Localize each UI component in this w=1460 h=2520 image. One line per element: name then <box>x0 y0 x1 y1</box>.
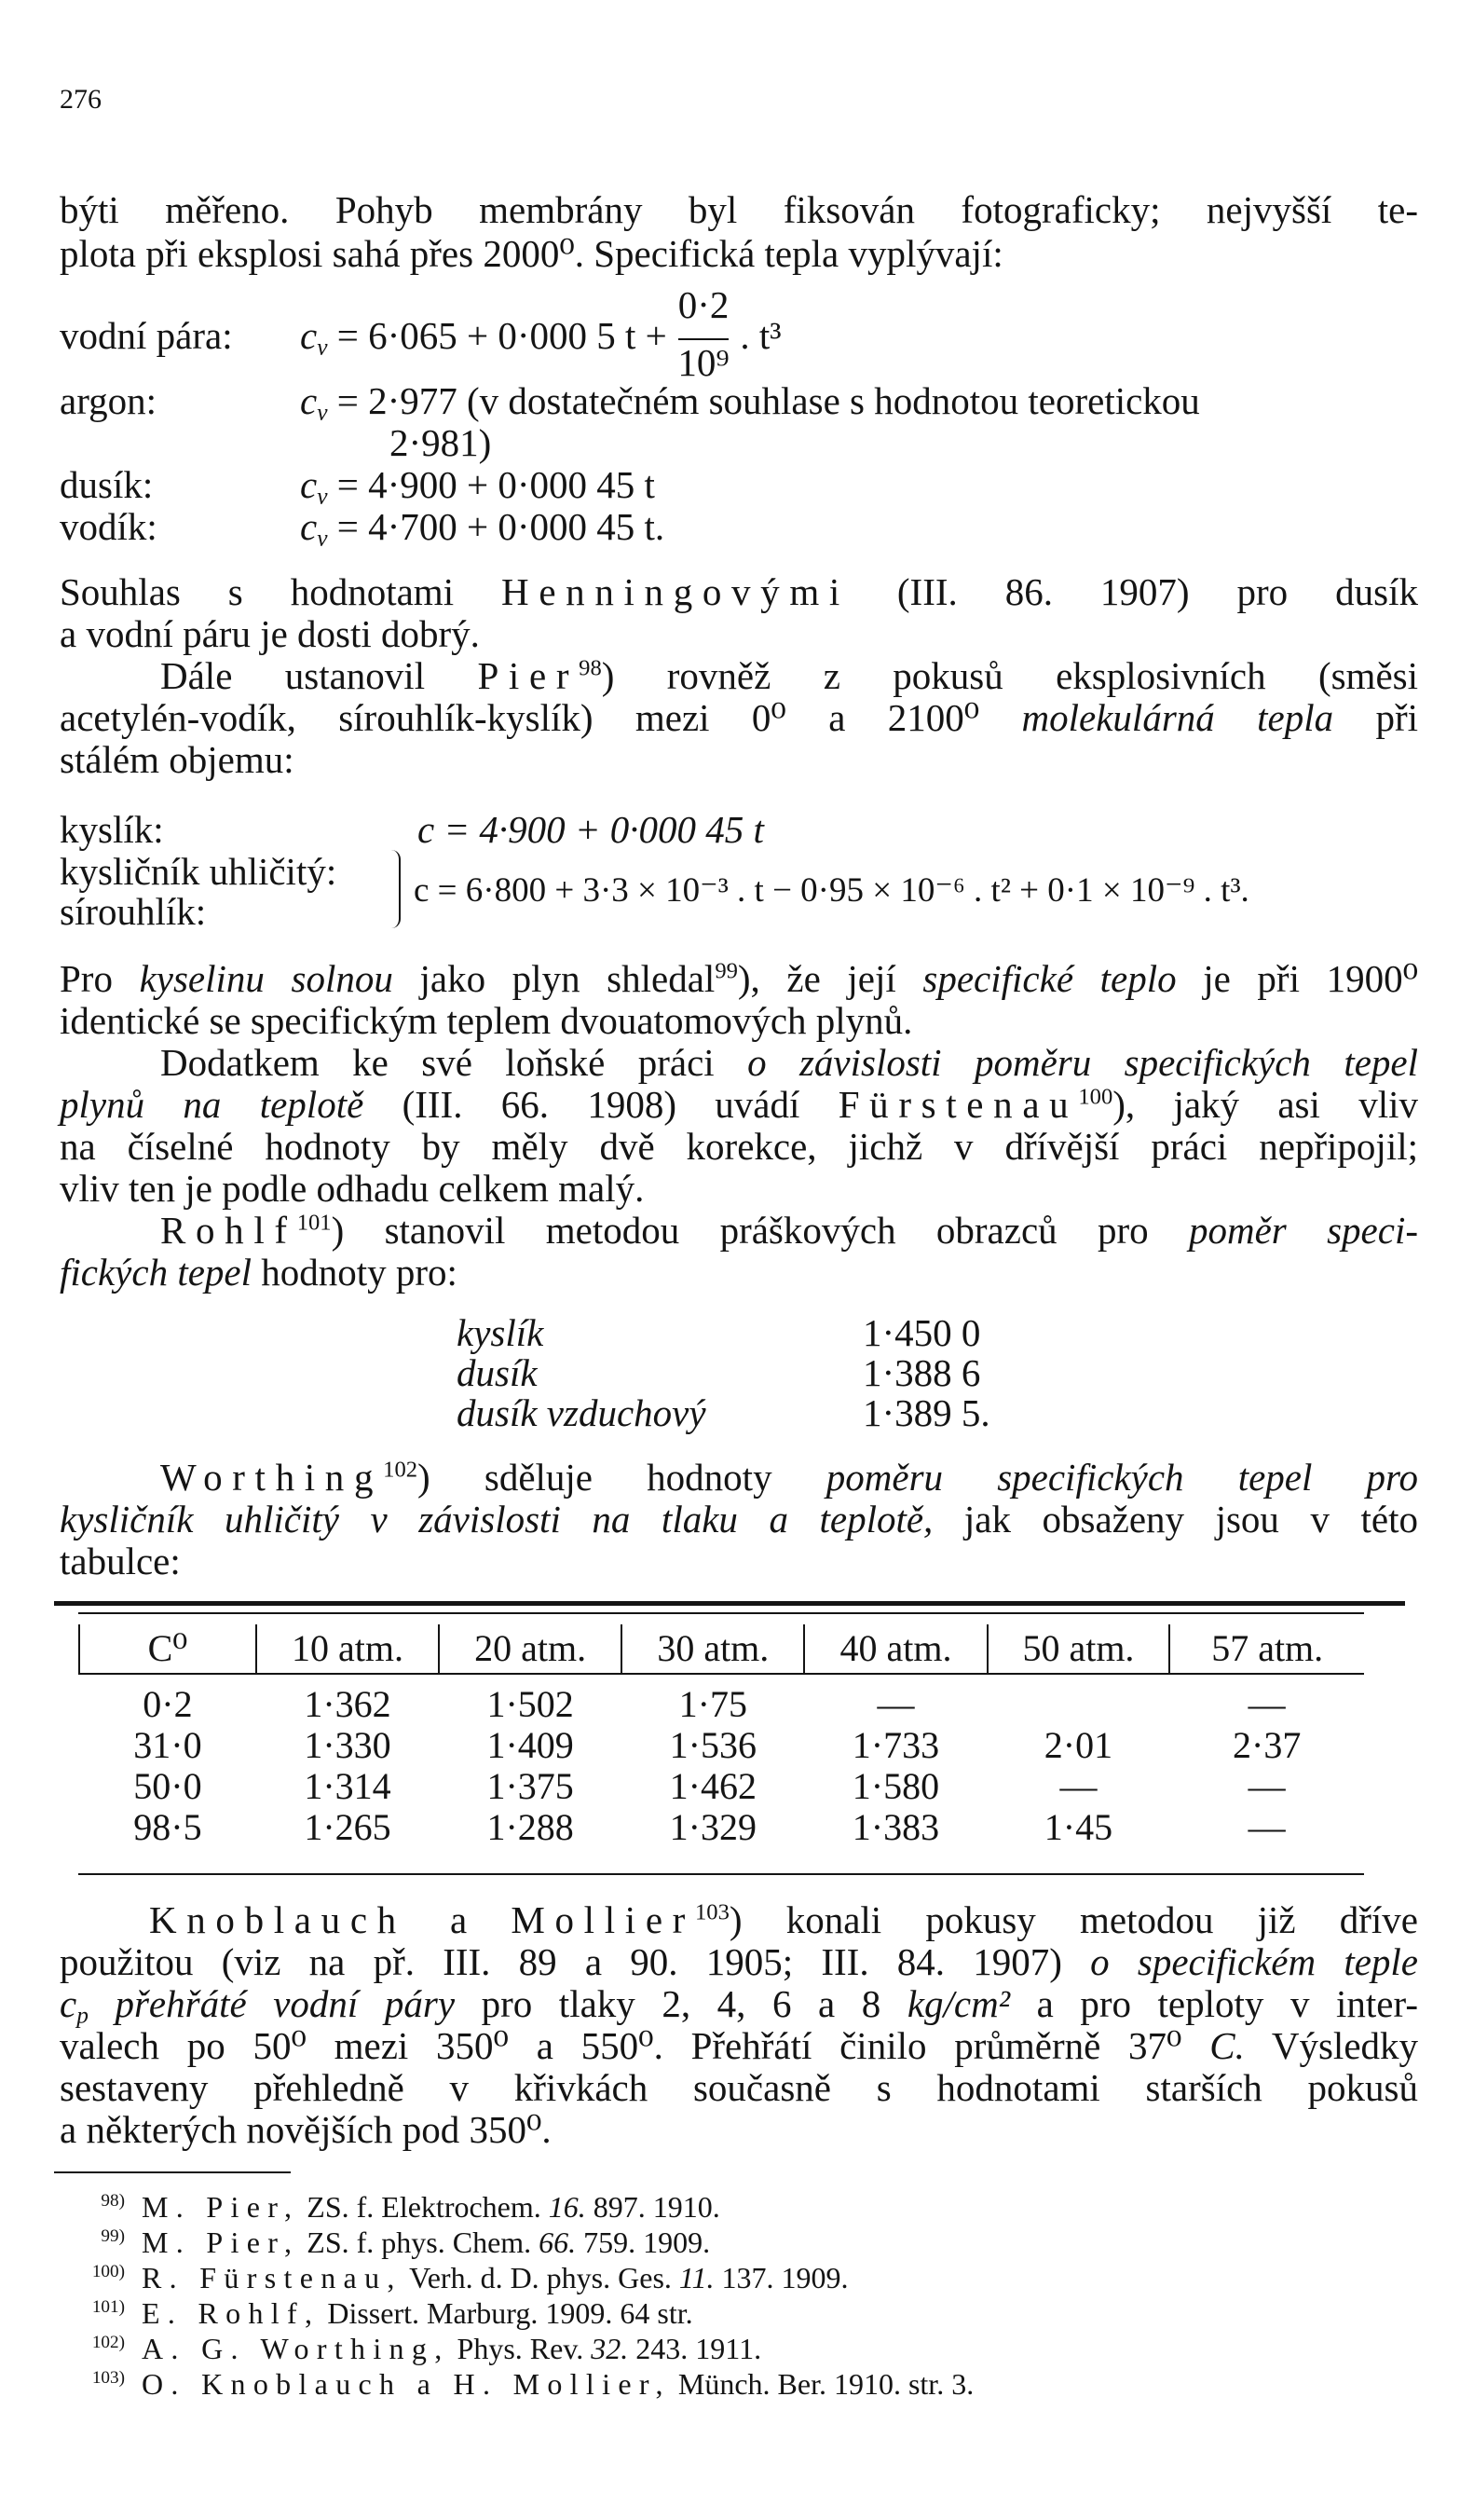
table-cell: 0·2 <box>143 1683 193 1725</box>
cv-symbol: c <box>300 314 318 357</box>
table-cell: 1·409 <box>486 1724 574 1766</box>
table-cell: 1·265 <box>304 1806 391 1848</box>
table-cell: 1·502 <box>486 1683 574 1725</box>
cv-symbol: c <box>300 463 318 506</box>
para4-line-2: identické se specifickým teplem dvouatomových plynů. <box>60 999 913 1042</box>
footnote-volume: 66. <box>539 2226 577 2259</box>
table-cell: — <box>1248 1683 1286 1725</box>
para3-line-3: stálém objemu: <box>60 738 294 781</box>
para6-text: hodnoty pro: <box>261 1251 457 1294</box>
para5-text: Dodatkem ke své loňské práci <box>160 1041 715 1084</box>
para5-line-2 <box>60 1083 1418 1126</box>
footnote-102: $^{102)}$ A. G. Worthing, Phys. Rev. 32. 243. 1911. <box>91 2332 762 2365</box>
fraction-denominator: 10⁹ <box>677 340 730 384</box>
table-cell: 1·536 <box>669 1724 757 1766</box>
para8-text: použitou (viz na př. III. 89 a 90. 1905; III. 84. 1907) <box>60 1940 1062 1983</box>
table-row <box>79 1766 1364 1807</box>
cv-subscript: v <box>317 525 328 552</box>
footnote-volume: 11. <box>678 2261 715 2294</box>
para5-line-4: vliv ten je podle odhadu celkem malý. <box>60 1167 645 1210</box>
cv-subscript: v <box>317 483 328 510</box>
footnote-text: Phys. Rev. <box>457 2332 584 2365</box>
footnote-101: $^{101)}$ E. Rohlf, Dissert. Marburg. 1909. 64 str. <box>91 2296 693 2330</box>
para7-line-1 <box>160 1456 1418 1499</box>
emphasis: poměru specifických tepel pro <box>826 1456 1418 1499</box>
water-vapour-label: vodní pára: <box>60 314 233 357</box>
intro-line-2: plota při eksplosi sahá přes 2000⁰. Specifická tepla vyplývají: <box>60 232 1003 275</box>
argon-rhs: = 2·977 (v dostatečném souhlase s hodnotou teoretickou <box>336 379 1200 422</box>
para3-text: Dále ustanovil <box>160 654 426 697</box>
para8-text: valech po 50⁰ mezi 350⁰ a 550⁰. Přehřátí činilo průměrně 37⁰ <box>60 2024 1182 2067</box>
co2-formula: c = 6·800 + 3·3 × 10⁻³ . t − 0·95 × 10⁻⁶ . t² + 0·1 × 10⁻⁹ . t³. <box>414 871 1249 910</box>
para6-line-2 <box>60 1253 1418 1292</box>
para8-line-6: a některých novějších pod 350⁰. <box>60 2108 552 2151</box>
para8-line-5: sestaveny přehledně v křivkách současně s hodnotami starších pokusů <box>60 2066 1418 2109</box>
cv-symbol: c <box>300 379 318 422</box>
water-vapour-tail: . t³ <box>740 314 782 357</box>
para4-text: je při 1900⁰ <box>1203 957 1418 1000</box>
para5-text: ), jaký asi vliv <box>1112 1083 1418 1126</box>
ratio-value: 1·388 6 <box>863 1351 981 1394</box>
oxygen-formula: c = 4·900 + 0·000 45 t <box>417 808 764 851</box>
table-cell: 50·0 <box>133 1765 202 1807</box>
cv-symbol: c <box>300 505 318 548</box>
footnote-text: ZS. f. Elektrochem. <box>307 2190 541 2224</box>
co2-label: kysličník uhličitý: <box>60 850 337 893</box>
argon-formula <box>300 379 1200 426</box>
para4-text: Pro <box>60 957 113 1000</box>
author-name: Mollier <box>511 1898 695 1941</box>
table-cell: 1·462 <box>669 1765 757 1807</box>
para6-line-1 <box>160 1209 1418 1252</box>
footnote-author: A. G. Worthing, <box>142 2332 450 2365</box>
para2-text: Souhlas s hodnotami <box>60 570 455 613</box>
footnote-ref: 103 <box>695 1899 730 1925</box>
para4-text: jako plyn shledal <box>419 957 716 1000</box>
footnote-100: $^{100)}$ R. Fürstenau, Verh. d. D. phys. Ges. 11. 137. 1909. <box>91 2261 849 2294</box>
oxygen-label: kyslík: <box>60 808 164 851</box>
para8-text: a <box>450 1898 468 1941</box>
ratio-gas: dusík <box>457 1351 538 1394</box>
para6-text: ) stanovil metodou práškových obrazců pro <box>331 1209 1149 1252</box>
footnote-author: O. Knoblauch a H. Mollier, <box>142 2367 671 2401</box>
footnote-volume: 32. <box>591 2332 629 2365</box>
author-name: Fürstenau <box>838 1083 1079 1126</box>
footnote-text: ZS. f. phys. Chem. <box>307 2226 532 2259</box>
table-cell: 2·37 <box>1233 1724 1302 1766</box>
para4-text: ), že její <box>737 957 896 1000</box>
unit: kg/cm² <box>907 1982 1011 2025</box>
emphasis: přehřáté vodní páry <box>115 1982 456 2025</box>
footnote-author: M. Pier, <box>142 2190 300 2224</box>
cp-symbol: c <box>60 1982 77 2025</box>
col-header: C⁰ <box>79 1624 256 1674</box>
table-cell: 1·314 <box>304 1765 391 1807</box>
author-name: Worthing <box>160 1456 384 1499</box>
footnote-ref: 101 <box>296 1210 332 1236</box>
footnote-text: Verh. d. D. phys. Ges. <box>409 2261 672 2294</box>
table-cell: 1·75 <box>678 1683 747 1725</box>
data-table <box>78 1624 1364 1848</box>
para5-text: (III. 66. 1908) uvádí <box>402 1083 800 1126</box>
nitrogen-formula <box>300 463 655 510</box>
table-cell: 1·362 <box>304 1683 391 1725</box>
intro-line-1: býti měřeno. Pohyb membrány byl fiksován fotograficky; nejvyšší te- <box>60 188 1418 231</box>
para3-text: ) rovněž z pokusů eksplosivních (směsi <box>601 654 1418 697</box>
table-cell: — <box>1059 1765 1098 1807</box>
argon-continuation: 2·981) <box>389 421 492 464</box>
para8-text: Výsledky <box>1271 2024 1419 2067</box>
para7-text: jak obsaženy jsou v této <box>963 1498 1418 1541</box>
table-cell: 2·01 <box>1044 1724 1113 1766</box>
para3-line-2 <box>60 696 1419 739</box>
para5-line-1 <box>160 1041 1418 1084</box>
para3-text: při <box>1375 696 1419 739</box>
para2-text: (III. 86. 1907) pro dusík <box>896 570 1418 613</box>
cs2-label: sírouhlík: <box>60 890 207 933</box>
footnote-text: 243. 1911. <box>635 2332 762 2365</box>
fraction-numerator: 0·2 <box>677 282 730 326</box>
ratio-gas: kyslík <box>457 1311 544 1354</box>
table-cell: 1·580 <box>852 1765 940 1807</box>
hydrogen-formula <box>300 505 665 552</box>
table-cell: 1·288 <box>486 1806 574 1848</box>
table-cell: 31·0 <box>133 1724 202 1766</box>
hydrogen-label: vodík: <box>60 505 157 548</box>
table-header-row <box>79 1624 1364 1674</box>
footnote-author: R. Fürstenau, <box>142 2261 403 2294</box>
col-header: 20 atm. <box>439 1624 621 1674</box>
footnote-ref: 98 <box>579 655 602 681</box>
table-cell: 1·733 <box>852 1724 940 1766</box>
col-header: 57 atm. <box>1169 1624 1364 1674</box>
col-header: 50 atm. <box>988 1624 1170 1674</box>
para2-line-2: a vodní páru je dosti dobrý. <box>60 612 480 655</box>
footnote-ref: 100 <box>1078 1084 1113 1110</box>
table-row <box>79 1725 1364 1766</box>
footnote-103: $^{103)}$ O. Knoblauch a H. Mollier, Münch. Ber. 1910. str. 3. <box>91 2367 975 2401</box>
fraction-bar <box>678 338 729 340</box>
author-name: Pier <box>477 654 580 697</box>
para2-line-1 <box>60 570 1418 613</box>
para8-line-1 <box>149 1898 1419 1941</box>
emphasis: molekulárná tepla <box>1021 696 1334 739</box>
table-top-rule-thin <box>78 1612 1364 1614</box>
para7-line-3: tabulce: <box>60 1540 181 1582</box>
footnote-author: M. Pier, <box>142 2226 300 2259</box>
table-top-rule <box>54 1601 1405 1606</box>
col-header: 30 atm. <box>621 1624 804 1674</box>
emphasis: kysličník uhličitý v závislosti na tlaku a teplotě, <box>60 1498 934 1541</box>
brace <box>391 850 401 928</box>
table-cell <box>988 1674 1170 1725</box>
emphasis: poměr speci- <box>1189 1209 1418 1252</box>
nitrogen-label: dusík: <box>60 463 154 506</box>
emphasis: o závislosti poměru specifických tepel <box>747 1041 1418 1084</box>
table-cell: 1·330 <box>304 1724 391 1766</box>
emphasis: kyselinu solnou <box>139 957 393 1000</box>
water-vapour-rhs: = 6·065 + 0·000 5 t + <box>336 314 667 357</box>
para8-line-4 <box>60 2024 1419 2067</box>
table-cell: 1·329 <box>669 1806 757 1848</box>
footnote-99: $^{99)}$ M. Pier, ZS. f. phys. Chem. 66. 759. 1909. <box>101 2226 711 2259</box>
table-cell: 1·383 <box>852 1806 940 1848</box>
footnote-text: 759. 1909. <box>583 2226 711 2259</box>
para7-text: ) sděluje hodnoty <box>417 1456 772 1499</box>
para8-line-3 <box>60 1982 1418 2029</box>
para8-text: a pro teploty v inter- <box>1036 1982 1418 2025</box>
table-cell: 1·375 <box>486 1765 574 1807</box>
para7-line-2 <box>60 1500 1418 1539</box>
table-row <box>79 1674 1364 1725</box>
footnote-volume: 16. <box>548 2190 586 2224</box>
para8-text: ) konali pokusy metodou již dříve <box>729 1898 1419 1941</box>
para8-text: pro tlaky 2, 4, 6 a 8 <box>481 1982 881 2025</box>
hydrogen-rhs: = 4·700 + 0·000 45 t. <box>336 505 665 548</box>
para3-text: acetylén-vodík, sírouhlík-kyslík) mezi 0⁰ a 2100⁰ <box>60 696 980 739</box>
footnote-98: $^{98)}$ M. Pier, ZS. f. Elektrochem. 16. 897. 1910. <box>101 2190 720 2224</box>
page-number: 276 <box>60 84 102 115</box>
table-row <box>79 1807 1364 1848</box>
footnote-ref: 99 <box>715 958 738 984</box>
col-header: 10 atm. <box>256 1624 439 1674</box>
author-name: Knoblauch <box>149 1898 406 1941</box>
author-name: Rohlf <box>160 1209 297 1252</box>
emphasis: C. <box>1209 2024 1245 2067</box>
ratio-gas: dusík vzduchový <box>457 1391 706 1434</box>
para8-line-2 <box>60 1940 1419 1983</box>
table-cell: — <box>877 1683 915 1725</box>
footnote-author: E. Rohlf, <box>142 2296 321 2330</box>
ratio-value: 1·450 0 <box>863 1311 981 1354</box>
cp-subscript: p <box>76 2002 89 2029</box>
author-name: Henningovými <box>501 570 850 613</box>
ratio-value: 1·389 5. <box>863 1391 990 1434</box>
table-cell: 1·45 <box>1044 1806 1113 1848</box>
footnote-text: 137. 1909. <box>721 2261 849 2294</box>
footnote-text: Dissert. Marburg. 1909. 64 str. <box>327 2296 693 2330</box>
nitrogen-rhs: = 4·900 + 0·000 45 t <box>336 463 655 506</box>
footnote-ref: 102 <box>383 1457 418 1483</box>
table-cell: — <box>1248 1806 1286 1848</box>
emphasis: plynů na teplotě <box>60 1083 364 1126</box>
emphasis: specifické teplo <box>922 957 1177 1000</box>
table-bottom-rule <box>78 1873 1364 1875</box>
emphasis: fických tepel <box>60 1251 252 1294</box>
argon-label: argon: <box>60 379 157 422</box>
cv-subscript: v <box>317 334 328 361</box>
para3-line-1 <box>160 654 1418 697</box>
table-cell: 98·5 <box>133 1806 202 1848</box>
col-header: 40 atm. <box>804 1624 987 1674</box>
footnote-rule <box>54 2171 291 2173</box>
emphasis: o specifickém teple <box>1090 1940 1419 1983</box>
para5-line-3: na číselné hodnoty by měly dvě korekce, jichž v dřívější práci nepřipojil; <box>60 1125 1418 1168</box>
table-cell: — <box>1248 1765 1286 1807</box>
para4-line-1 <box>60 957 1418 1000</box>
footnote-text: 897. 1910. <box>593 2190 720 2224</box>
footnote-text: Münch. Ber. 1910. str. 3. <box>677 2367 975 2401</box>
cv-subscript: v <box>317 399 328 426</box>
